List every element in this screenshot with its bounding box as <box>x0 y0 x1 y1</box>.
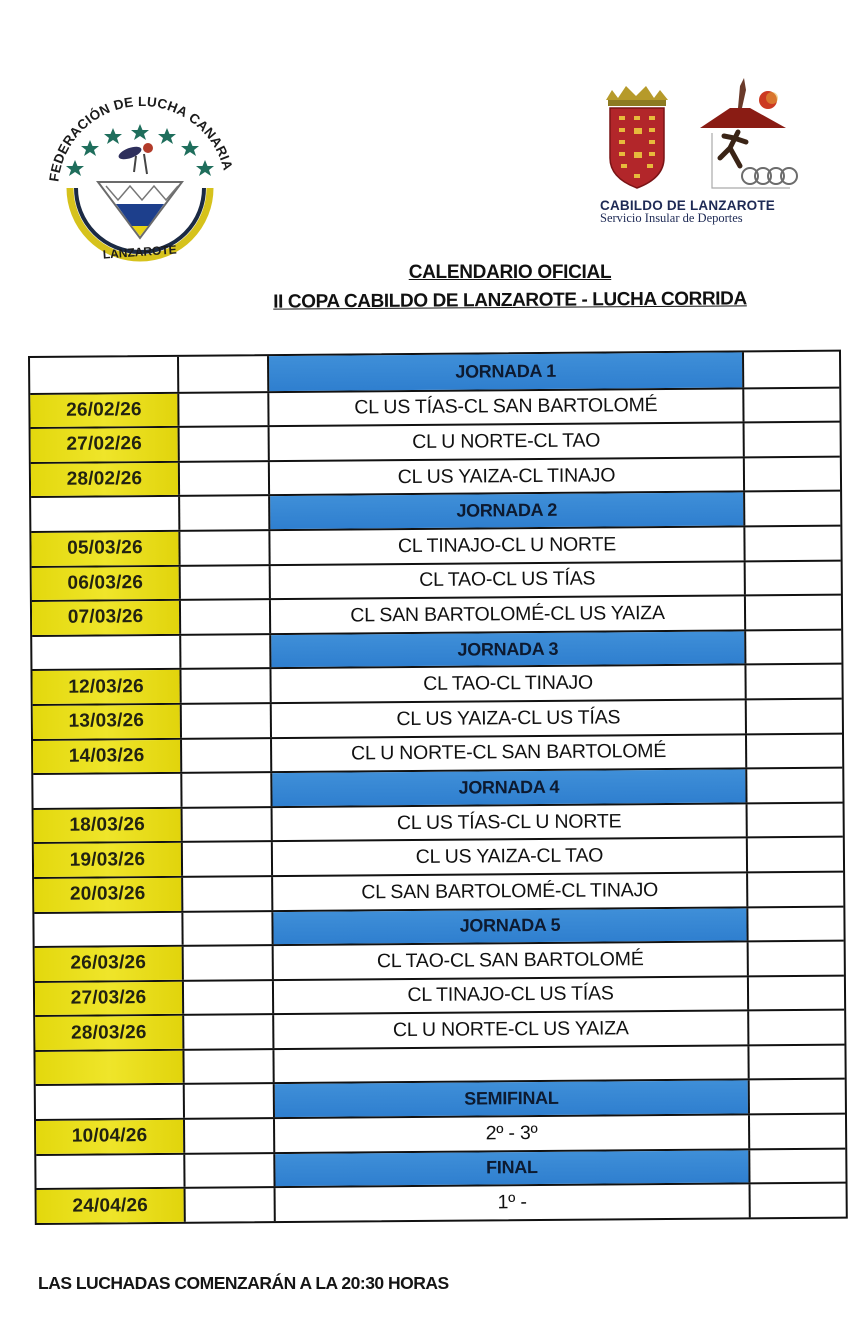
empty-cell <box>747 976 844 1009</box>
table-row <box>32 594 841 635</box>
empty-cell <box>748 1115 845 1148</box>
cabildo-subtitle: Servicio Insular de Deportes <box>600 211 743 225</box>
table-row <box>35 940 844 981</box>
date-cell: 24/04/26 <box>37 1189 184 1223</box>
start-time-note: LAS LUCHADAS COMENZARÁN A LA 20:30 HORAS <box>38 1273 449 1293</box>
table-row <box>35 1009 844 1050</box>
empty-cell <box>182 1015 272 1048</box>
empty-cell <box>742 388 839 421</box>
empty-cell <box>178 462 268 495</box>
table-row <box>34 836 843 877</box>
document-subtitle: II COPA CABILDO DE LANZAROTE - LUCHA CORRIDA <box>273 288 747 313</box>
table-row <box>32 559 841 600</box>
empty-cell <box>745 700 842 733</box>
section-title-cell: JORNADA 1 <box>267 352 742 390</box>
match-cell: CL U NORTE-CL US YAIZA <box>272 1012 747 1048</box>
empty-cell <box>744 665 841 698</box>
date-cell <box>34 912 181 946</box>
table-row <box>31 455 840 496</box>
empty-cell <box>746 907 843 940</box>
section-header-row <box>34 905 843 946</box>
empty-cell <box>744 596 841 629</box>
date-cell: 12/03/26 <box>32 670 179 704</box>
section-header-row <box>36 1147 845 1188</box>
date-cell: 28/02/26 <box>31 463 178 497</box>
empty-cell <box>178 427 268 460</box>
match-cell: CL US YAIZA-CL TINAJO <box>268 458 743 494</box>
section-header-row <box>30 352 839 393</box>
table-row <box>34 871 843 912</box>
empty-cell <box>743 457 840 490</box>
date-cell: 27/03/26 <box>35 981 182 1015</box>
cabildo-lanzarote-shield-and-runner-icon <box>600 78 810 198</box>
section-title-cell: FINAL <box>273 1150 748 1186</box>
empty-cell <box>743 527 840 560</box>
table-row <box>36 1113 845 1154</box>
empty-cell <box>183 1154 273 1187</box>
match-cell <box>272 1046 747 1082</box>
empty-cell <box>746 803 843 836</box>
match-cell: CL TINAJO-CL U NORTE <box>268 527 743 563</box>
match-cell: 2º - 3º <box>273 1115 748 1151</box>
section-title-cell: JORNADA 2 <box>268 493 743 529</box>
table-row <box>31 525 840 566</box>
date-cell <box>30 357 177 393</box>
match-cell: CL TAO-CL US TÍAS <box>269 562 744 598</box>
table-row <box>35 974 844 1015</box>
date-cell: 20/03/26 <box>34 878 181 912</box>
empty-cell <box>743 423 840 456</box>
section-header-row <box>31 490 840 531</box>
schedule-table <box>28 350 848 1225</box>
section-title-cell: SEMIFINAL <box>273 1081 748 1117</box>
empty-cell <box>746 873 843 906</box>
empty-cell <box>747 1011 844 1044</box>
empty-cell <box>181 877 271 910</box>
date-cell <box>36 1154 183 1188</box>
empty-cell <box>748 1149 845 1182</box>
match-cell: CL US TÍAS-CL U NORTE <box>271 804 746 840</box>
table-row <box>35 1043 844 1084</box>
section-header-row <box>33 767 842 808</box>
svg-text:FEDERACIÓN DE LUCHA CANARIA: FEDERACIÓN DE LUCHA CANARIA <box>46 93 236 183</box>
cabildo-title: CABILDO DE LANZAROTE <box>600 198 775 213</box>
section-title-cell: JORNADA 5 <box>271 908 746 944</box>
section-title-cell: JORNADA 3 <box>269 631 744 667</box>
date-cell: 18/03/26 <box>34 809 181 843</box>
empty-cell <box>180 773 270 806</box>
cabildo-lanzarote-logo <box>600 78 810 238</box>
date-cell: 28/03/26 <box>35 1016 182 1050</box>
table-row <box>32 663 841 704</box>
document-title: CALENDARIO OFICIAL <box>408 262 612 283</box>
empty-cell <box>747 942 844 975</box>
match-cell: CL TINAJO-CL US TÍAS <box>272 977 747 1013</box>
match-cell: CL U NORTE-CL SAN BARTOLOMÉ <box>270 735 745 771</box>
table-row <box>33 698 842 739</box>
match-cell: CL TAO-CL SAN BARTOLOMÉ <box>272 942 747 978</box>
empty-cell <box>746 838 843 871</box>
cabildo-text-block <box>600 198 810 226</box>
match-cell: CL US TÍAS-CL SAN BARTOLOMÉ <box>267 389 742 425</box>
empty-cell <box>179 669 269 702</box>
date-cell <box>31 497 178 531</box>
empty-cell <box>179 600 269 633</box>
date-cell <box>32 636 179 670</box>
empty-cell <box>181 808 271 841</box>
match-cell: 1º - <box>274 1185 749 1221</box>
svg-text:LANZAROTE: LANZAROTE <box>102 242 178 262</box>
empty-cell <box>179 635 269 668</box>
section-header-row <box>32 628 841 669</box>
date-cell: 27/02/26 <box>31 428 178 462</box>
table-row <box>37 1182 846 1223</box>
empty-cell <box>742 352 839 387</box>
empty-cell <box>745 734 842 767</box>
empty-cell <box>182 981 272 1014</box>
empty-cell <box>183 1085 273 1118</box>
table-row <box>33 732 842 773</box>
empty-cell <box>748 1080 845 1113</box>
federacion-lucha-canaria-logo <box>40 78 240 263</box>
match-cell: CL US YAIZA-CL US TÍAS <box>270 700 745 736</box>
date-cell: 26/02/26 <box>30 393 177 427</box>
empty-cell <box>178 496 268 529</box>
empty-cell <box>743 492 840 525</box>
date-cell: 26/03/26 <box>35 947 182 981</box>
document-title-block <box>230 262 790 312</box>
empty-cell <box>177 393 267 426</box>
section-header-row <box>36 1078 845 1119</box>
date-cell: 14/03/26 <box>33 739 180 773</box>
match-cell: CL U NORTE-CL TAO <box>268 424 743 460</box>
federacion-lucha-canaria-emblem-icon <box>40 78 240 263</box>
match-cell: CL SAN BARTOLOMÉ-CL TINAJO <box>271 873 746 909</box>
date-cell <box>36 1085 183 1119</box>
table-row <box>31 421 840 462</box>
date-cell <box>35 1051 182 1085</box>
empty-cell <box>180 704 270 737</box>
empty-cell <box>177 356 267 391</box>
table-row <box>30 386 839 427</box>
empty-cell <box>181 912 271 945</box>
empty-cell <box>178 531 268 564</box>
date-cell <box>33 774 180 808</box>
table-row <box>34 801 843 842</box>
empty-cell <box>183 1119 273 1152</box>
date-cell: 07/03/26 <box>32 601 179 635</box>
empty-cell <box>181 842 271 875</box>
empty-cell <box>744 630 841 663</box>
match-cell: CL US YAIZA-CL TAO <box>271 839 746 875</box>
empty-cell <box>182 1050 272 1083</box>
date-cell: 19/03/26 <box>34 843 181 877</box>
empty-cell <box>182 946 272 979</box>
empty-cell <box>179 566 269 599</box>
match-cell: CL SAN BARTOLOMÉ-CL US YAIZA <box>269 597 744 633</box>
date-cell: 05/03/26 <box>31 532 178 566</box>
empty-cell <box>747 1045 844 1078</box>
date-cell: 13/03/26 <box>33 705 180 739</box>
empty-cell <box>745 769 842 802</box>
date-cell: 10/04/26 <box>36 1120 183 1154</box>
section-title-cell: JORNADA 4 <box>270 770 745 806</box>
empty-cell <box>180 739 270 772</box>
empty-cell <box>749 1184 846 1217</box>
date-cell: 06/03/26 <box>32 566 179 600</box>
empty-cell <box>744 561 841 594</box>
match-cell: CL TAO-CL TINAJO <box>269 666 744 702</box>
empty-cell <box>184 1188 274 1221</box>
